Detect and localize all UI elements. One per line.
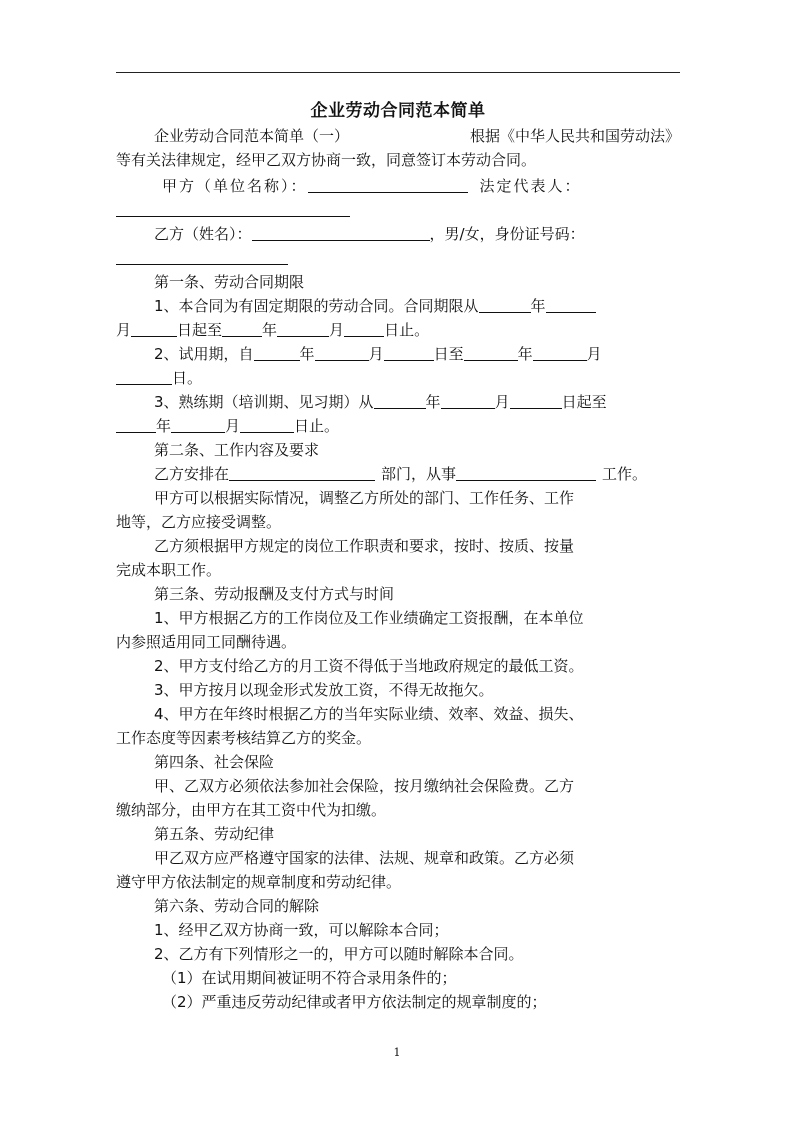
text-span: 乙方（姓名）： <box>154 225 252 243</box>
page-number: 1 <box>393 1046 401 1059</box>
text-span: 月 <box>225 417 241 435</box>
paragraph-line: 地等，乙方应接受调整。 <box>116 513 282 531</box>
blank-field <box>456 464 596 481</box>
paragraph-line: 缴纳部分，由甲方在其工资中代为扣缴。 <box>116 801 387 819</box>
text-span: 工作。 <box>602 465 648 483</box>
party-b-line <box>116 222 680 246</box>
blank-field <box>546 296 596 313</box>
paragraph-line: 乙方须根据甲方规定的岗位工作职责和要求，按时、按质、按量 <box>154 537 575 555</box>
paragraph-line <box>116 390 680 414</box>
text-span: 年 <box>299 345 315 363</box>
blank-field <box>116 416 156 433</box>
section-heading: 第一条、劳动合同期限 <box>154 273 305 291</box>
text-span: 月 <box>494 393 510 411</box>
blank-field <box>254 344 300 361</box>
text-span: 日至 <box>433 345 464 363</box>
blank-field <box>464 344 518 361</box>
text-span: 日。 <box>172 369 203 387</box>
section-heading: 第三条、劳动报酬及支付方式与时间 <box>154 585 395 603</box>
section-heading: 第四条、社会保险 <box>154 753 275 771</box>
text-span: 部门，从事 <box>381 465 457 483</box>
blank-field <box>384 344 434 361</box>
text-span: 甲方（单位名称）： <box>162 177 308 195</box>
blank-field <box>131 320 177 337</box>
text-span: 年 <box>530 297 546 315</box>
blank-field <box>222 320 262 337</box>
text-span: 月 <box>329 321 345 339</box>
text-span: 日起至 <box>561 393 607 411</box>
paragraph-line: 甲、乙双方必须依法参加社会保险，按月缴纳社会保险费。乙方 <box>154 777 575 795</box>
paragraph-line: 等有关法律规定，经甲乙双方协商一致，同意签订本劳动合同。 <box>116 151 537 169</box>
blank-field <box>344 320 384 337</box>
text-span: ，男/女，身份证号码： <box>429 225 585 243</box>
blank-field <box>252 224 430 241</box>
text-span: 年 <box>517 345 533 363</box>
text-span: 月 <box>116 321 132 339</box>
text-span: 年 <box>156 417 172 435</box>
party-a-line <box>116 174 680 198</box>
document-title: 企业劳动合同范本简单 <box>310 101 486 121</box>
text-span: 月 <box>368 345 384 363</box>
text-span: 日止。 <box>384 321 430 339</box>
blank-line <box>116 246 680 270</box>
paragraph-line: 内参照适用同工同酬待遇。 <box>116 633 297 651</box>
section-heading: 第五条、劳动纪律 <box>154 825 275 843</box>
blank-field <box>240 416 294 433</box>
paragraph-line: （1）在试用期间被证明不符合录用条件的； <box>162 969 457 987</box>
paragraph-line <box>116 294 680 318</box>
blank-field <box>116 200 350 217</box>
section-heading: 第六条、劳动合同的解除 <box>154 897 320 915</box>
text-span: 法定代表人： <box>479 177 582 195</box>
text-span: 日起至 <box>177 321 223 339</box>
paragraph-line <box>116 462 680 486</box>
paragraph-line <box>116 366 680 390</box>
text-span: 日止。 <box>294 417 340 435</box>
paragraph-line: 2、甲方支付给乙方的月工资不得低于当地政府规定的最低工资。 <box>154 657 584 675</box>
blank-field <box>229 464 375 481</box>
paragraph-line <box>116 342 680 366</box>
paragraph-line <box>116 318 680 342</box>
paragraph-line: 遵守甲方依法制定的规章制度和劳动纪律。 <box>116 873 402 891</box>
blank-field <box>510 392 562 409</box>
text-span: 企业劳动合同范本简单（一） <box>154 127 350 145</box>
text-span: 年 <box>262 321 278 339</box>
blank-field <box>374 392 426 409</box>
paragraph-line: 甲方可以根据实际情况，调整乙方所处的部门、工作任务、工作 <box>154 489 575 507</box>
blank-field <box>116 368 172 385</box>
text-span: 3、熟练期（培训期、见习期）从 <box>154 393 374 411</box>
paragraph-line <box>116 414 680 438</box>
intro-line <box>116 124 680 148</box>
paragraph-line: （2）严重违反劳动纪律或者甲方依法制定的规章制度的； <box>162 993 547 1011</box>
blank-field <box>315 344 369 361</box>
paragraph-line: 1、经甲乙双方协商一致，可以解除本合同； <box>154 921 449 939</box>
paragraph-line: 1、甲方根据乙方的工作岗位及工作业绩确定工资报酬，在本单位 <box>154 609 584 627</box>
blank-field <box>308 176 468 193</box>
blank-field <box>479 296 531 313</box>
section-heading: 第二条、工作内容及要求 <box>154 441 320 459</box>
blank-field <box>116 248 288 265</box>
paragraph-line: 4、甲方在年终时根据乙方的当年实际业绩、效率、效益、损失、 <box>154 705 584 723</box>
text-span: 1、本合同为有固定期限的劳动合同。合同期限从 <box>154 297 479 315</box>
paragraph-line: 甲乙双方应严格遵守国家的法律、法规、规章和政策。乙方必须 <box>154 849 575 867</box>
text-span: 月 <box>586 345 602 363</box>
text-span: 年 <box>425 393 441 411</box>
paragraph-line: 工作态度等因素考核结算乙方的奖金。 <box>116 729 372 747</box>
header-rule <box>116 72 680 73</box>
paragraph-line: 完成本职工作。 <box>116 561 222 579</box>
blank-field <box>171 416 225 433</box>
paragraph-line: 2、乙方有下列情形之一的，甲方可以随时解除本合同。 <box>154 945 524 963</box>
text-span: 乙方安排在 <box>154 465 230 483</box>
text-span: 2、试用期，自 <box>154 345 254 363</box>
text-span: 根据《中华人民共和国劳动法》 <box>469 127 680 145</box>
blank-field <box>533 344 587 361</box>
blank-line <box>116 198 680 222</box>
blank-field <box>277 320 329 337</box>
blank-field <box>441 392 495 409</box>
paragraph-line: 3、甲方按月以现金形式发放工资，不得无故拖欠。 <box>154 681 494 699</box>
